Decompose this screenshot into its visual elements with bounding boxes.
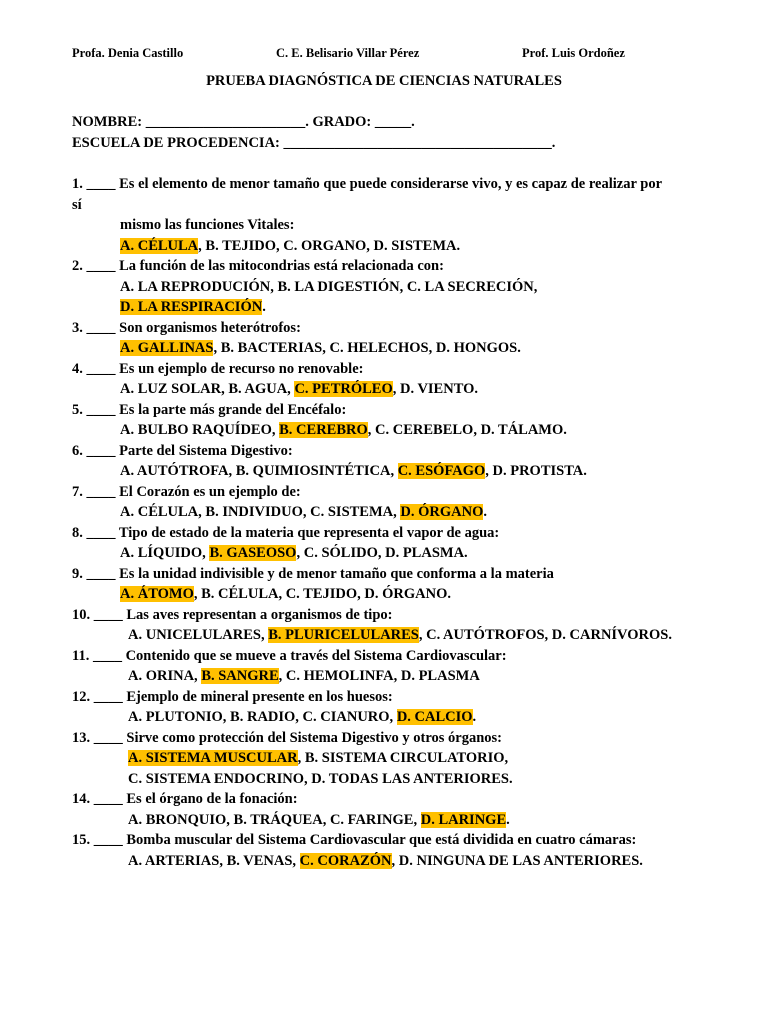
answer-option-text: A. LUZ SOLAR, B. AGUA, — [120, 381, 295, 397]
answer-options — [0, 851, 768, 872]
answer-option-text: , C. HEMOLINFA, D. PLASMA — [278, 668, 480, 684]
question-item — [0, 687, 768, 728]
header-teacher-left: Profa. Denia Castillo — [72, 46, 184, 60]
question-item — [0, 482, 768, 523]
correct-answer-highlight: D. LARINGE — [420, 811, 507, 828]
question-stem: 4. ____ Es un ejemplo de recurso no renovable: — [72, 360, 364, 377]
answer-options — [0, 236, 768, 257]
answer-options — [0, 543, 768, 564]
answer-options — [0, 420, 768, 441]
correct-answer-highlight: B. CEREBRO — [279, 422, 368, 438]
answer-option-text: , D. PROTISTA. — [485, 463, 587, 479]
answer-options — [0, 297, 768, 318]
answer-option-text: A. LA REPRODUCIÓN, B. LA DIGESTIÓN, C. LA SECRECIÓN, — [120, 278, 538, 295]
answer-option-text: . — [472, 709, 477, 725]
header-teacher-right: Prof. Luis Ordoñez — [522, 46, 625, 60]
question-stem: 2. ____ La función de las mitocondrias está relacionada con: — [72, 258, 444, 274]
question-stem: 1. ____ Es el elemento de menor tamaño que puede considerarse vivo, y es capaz de realizar por — [72, 176, 663, 192]
answer-options — [0, 584, 768, 605]
question-stem: 3. ____ Son organismos heterótrofos: — [72, 319, 301, 336]
answer-option-text: , D. NINGUNA DE LAS ANTERIORES. — [391, 852, 643, 869]
question-stem: 15. ____ Bomba muscular del Sistema Cardiovascular que está dividida en cuatro cámaras: — [72, 832, 637, 848]
correct-answer-highlight: D. ÓRGANO — [400, 504, 484, 520]
answer-option-text: A. AUTÓTROFA, B. QUIMIOSINTÉTICA, — [120, 463, 398, 479]
question-list — [0, 174, 768, 871]
answer-option-text: , B. SISTEMA CIRCULATORIO, — [297, 750, 509, 766]
question-item — [0, 256, 768, 318]
question-item — [0, 359, 768, 400]
answer-option-text: , B. BACTERIAS, C. HELECHOS, D. HONGOS. — [213, 340, 521, 356]
answer-options — [0, 810, 768, 831]
question-stem: 11. ____ Contenido que se mueve a través del Sistema Cardiovascular: — [72, 647, 507, 664]
exam-title: PRUEBA DIAGNÓSTICA DE CIENCIAS NATURALES — [206, 73, 562, 89]
question-stem: sí — [72, 196, 82, 213]
answer-option-text: , B. TEJIDO, C. ORGANO, D. SISTEMA. — [198, 237, 461, 254]
answer-option-text: . — [483, 504, 487, 520]
correct-answer-highlight: A. SISTEMA MUSCULAR — [128, 750, 298, 766]
question-item — [0, 789, 768, 830]
correct-answer-highlight: A. ÁTOMO — [120, 586, 194, 602]
correct-answer-highlight: A. CÉLULA — [120, 237, 199, 254]
answer-options — [0, 461, 768, 482]
answer-option-text: , B. CÉLULA, C. TEJIDO, D. ÓRGANO. — [193, 586, 452, 602]
answer-option-text: , C. CEREBELO, D. TÁLAMO. — [367, 422, 567, 438]
answer-option-text: A. LÍQUIDO, — [120, 545, 210, 561]
correct-answer-highlight: B. SANGRE — [201, 668, 279, 684]
question-stem: 8. ____ Tipo de estado de la materia que representa el vapor de agua: — [72, 524, 500, 541]
answer-options — [0, 769, 768, 790]
answer-option-text: A. CÉLULA, B. INDIVIDUO, C. SISTEMA, — [120, 504, 401, 520]
question-stem: 10. ____ Las aves representan a organismos de tipo: — [72, 606, 393, 623]
question-stem: 14. ____ Es el órgano de la fonación: — [72, 791, 298, 807]
question-stem: 5. ____ Es la parte más grande del Encéfalo: — [72, 401, 347, 418]
header-school: C. E. Belisario Villar Pérez — [276, 46, 420, 60]
correct-answer-highlight: B. PLURICELULARES — [268, 627, 419, 643]
correct-answer-highlight: C. ESÓFAGO — [397, 463, 486, 479]
correct-answer-highlight: C. PETRÓLEO — [294, 381, 393, 397]
correct-answer-highlight: D. LA RESPIRACIÓN — [120, 299, 263, 315]
answer-option-text: C. SISTEMA ENDOCRINO, D. TODAS LAS ANTERIORES. — [128, 770, 513, 787]
answer-options — [0, 277, 768, 298]
question-item — [0, 830, 768, 871]
answer-options — [0, 338, 768, 359]
question-stem-continued: mismo las funciones Vitales: — [120, 217, 295, 233]
question-item — [0, 400, 768, 441]
question-item — [0, 318, 768, 359]
question-item — [0, 728, 768, 790]
question-stem: 6. ____ Parte del Sistema Digestivo: — [72, 442, 293, 459]
question-item — [0, 564, 768, 605]
answer-option-text: A. BRONQUIO, B. TRÁQUEA, C. FARINGE, — [128, 811, 421, 828]
answer-option-text: . — [506, 811, 510, 828]
correct-answer-highlight: A. GALLINAS — [120, 340, 214, 356]
answer-option-text: A. ORINA, — [128, 668, 202, 684]
question-item — [0, 646, 768, 687]
answer-options — [0, 707, 768, 728]
question-item — [0, 605, 768, 646]
answer-options — [0, 666, 768, 687]
name-grade-line: NOMBRE: ______________________. GRADO: _____. — [72, 114, 415, 130]
answer-option-text: , C. AUTÓTROFOS, D. CARNÍVOROS. — [418, 627, 672, 643]
correct-answer-highlight: C. CORAZÓN — [299, 852, 392, 869]
answer-options — [0, 748, 768, 769]
answer-option-text: A. BULBO RAQUÍDEO, — [120, 422, 280, 438]
school-origin-line: ESCUELA DE PROCEDENCIA: _____________________________________. — [72, 135, 556, 151]
answer-option-text: , D. VIENTO. — [392, 381, 479, 397]
answer-option-text: A. ARTERIAS, B. VENAS, — [128, 852, 300, 869]
question-stem: 12. ____ Ejemplo de mineral presente en los huesos: — [72, 688, 393, 705]
correct-answer-highlight: B. GASEOSO — [209, 545, 297, 561]
answer-option-text: A. UNICELULARES, — [128, 627, 269, 643]
answer-option-text: . — [262, 299, 266, 315]
question-item — [0, 441, 768, 482]
question-stem: 7. ____ El Corazón es un ejemplo de: — [72, 483, 301, 500]
answer-options — [0, 502, 768, 523]
answer-options — [0, 625, 768, 646]
answer-options — [0, 379, 768, 400]
question-stem: 9. ____ Es la unidad indivisible y de menor tamaño que conforma a la materia — [72, 565, 554, 582]
question-item — [0, 174, 768, 256]
answer-option-text: A. PLUTONIO, B. RADIO, C. CIANURO, — [128, 709, 397, 725]
question-item — [0, 523, 768, 564]
correct-answer-highlight: D. CALCIO — [396, 709, 473, 725]
answer-option-text: , C. SÓLIDO, D. PLASMA. — [296, 545, 468, 561]
question-stem: 13. ____ Sirve como protección del Sistema Digestivo y otros órganos: — [72, 729, 502, 746]
